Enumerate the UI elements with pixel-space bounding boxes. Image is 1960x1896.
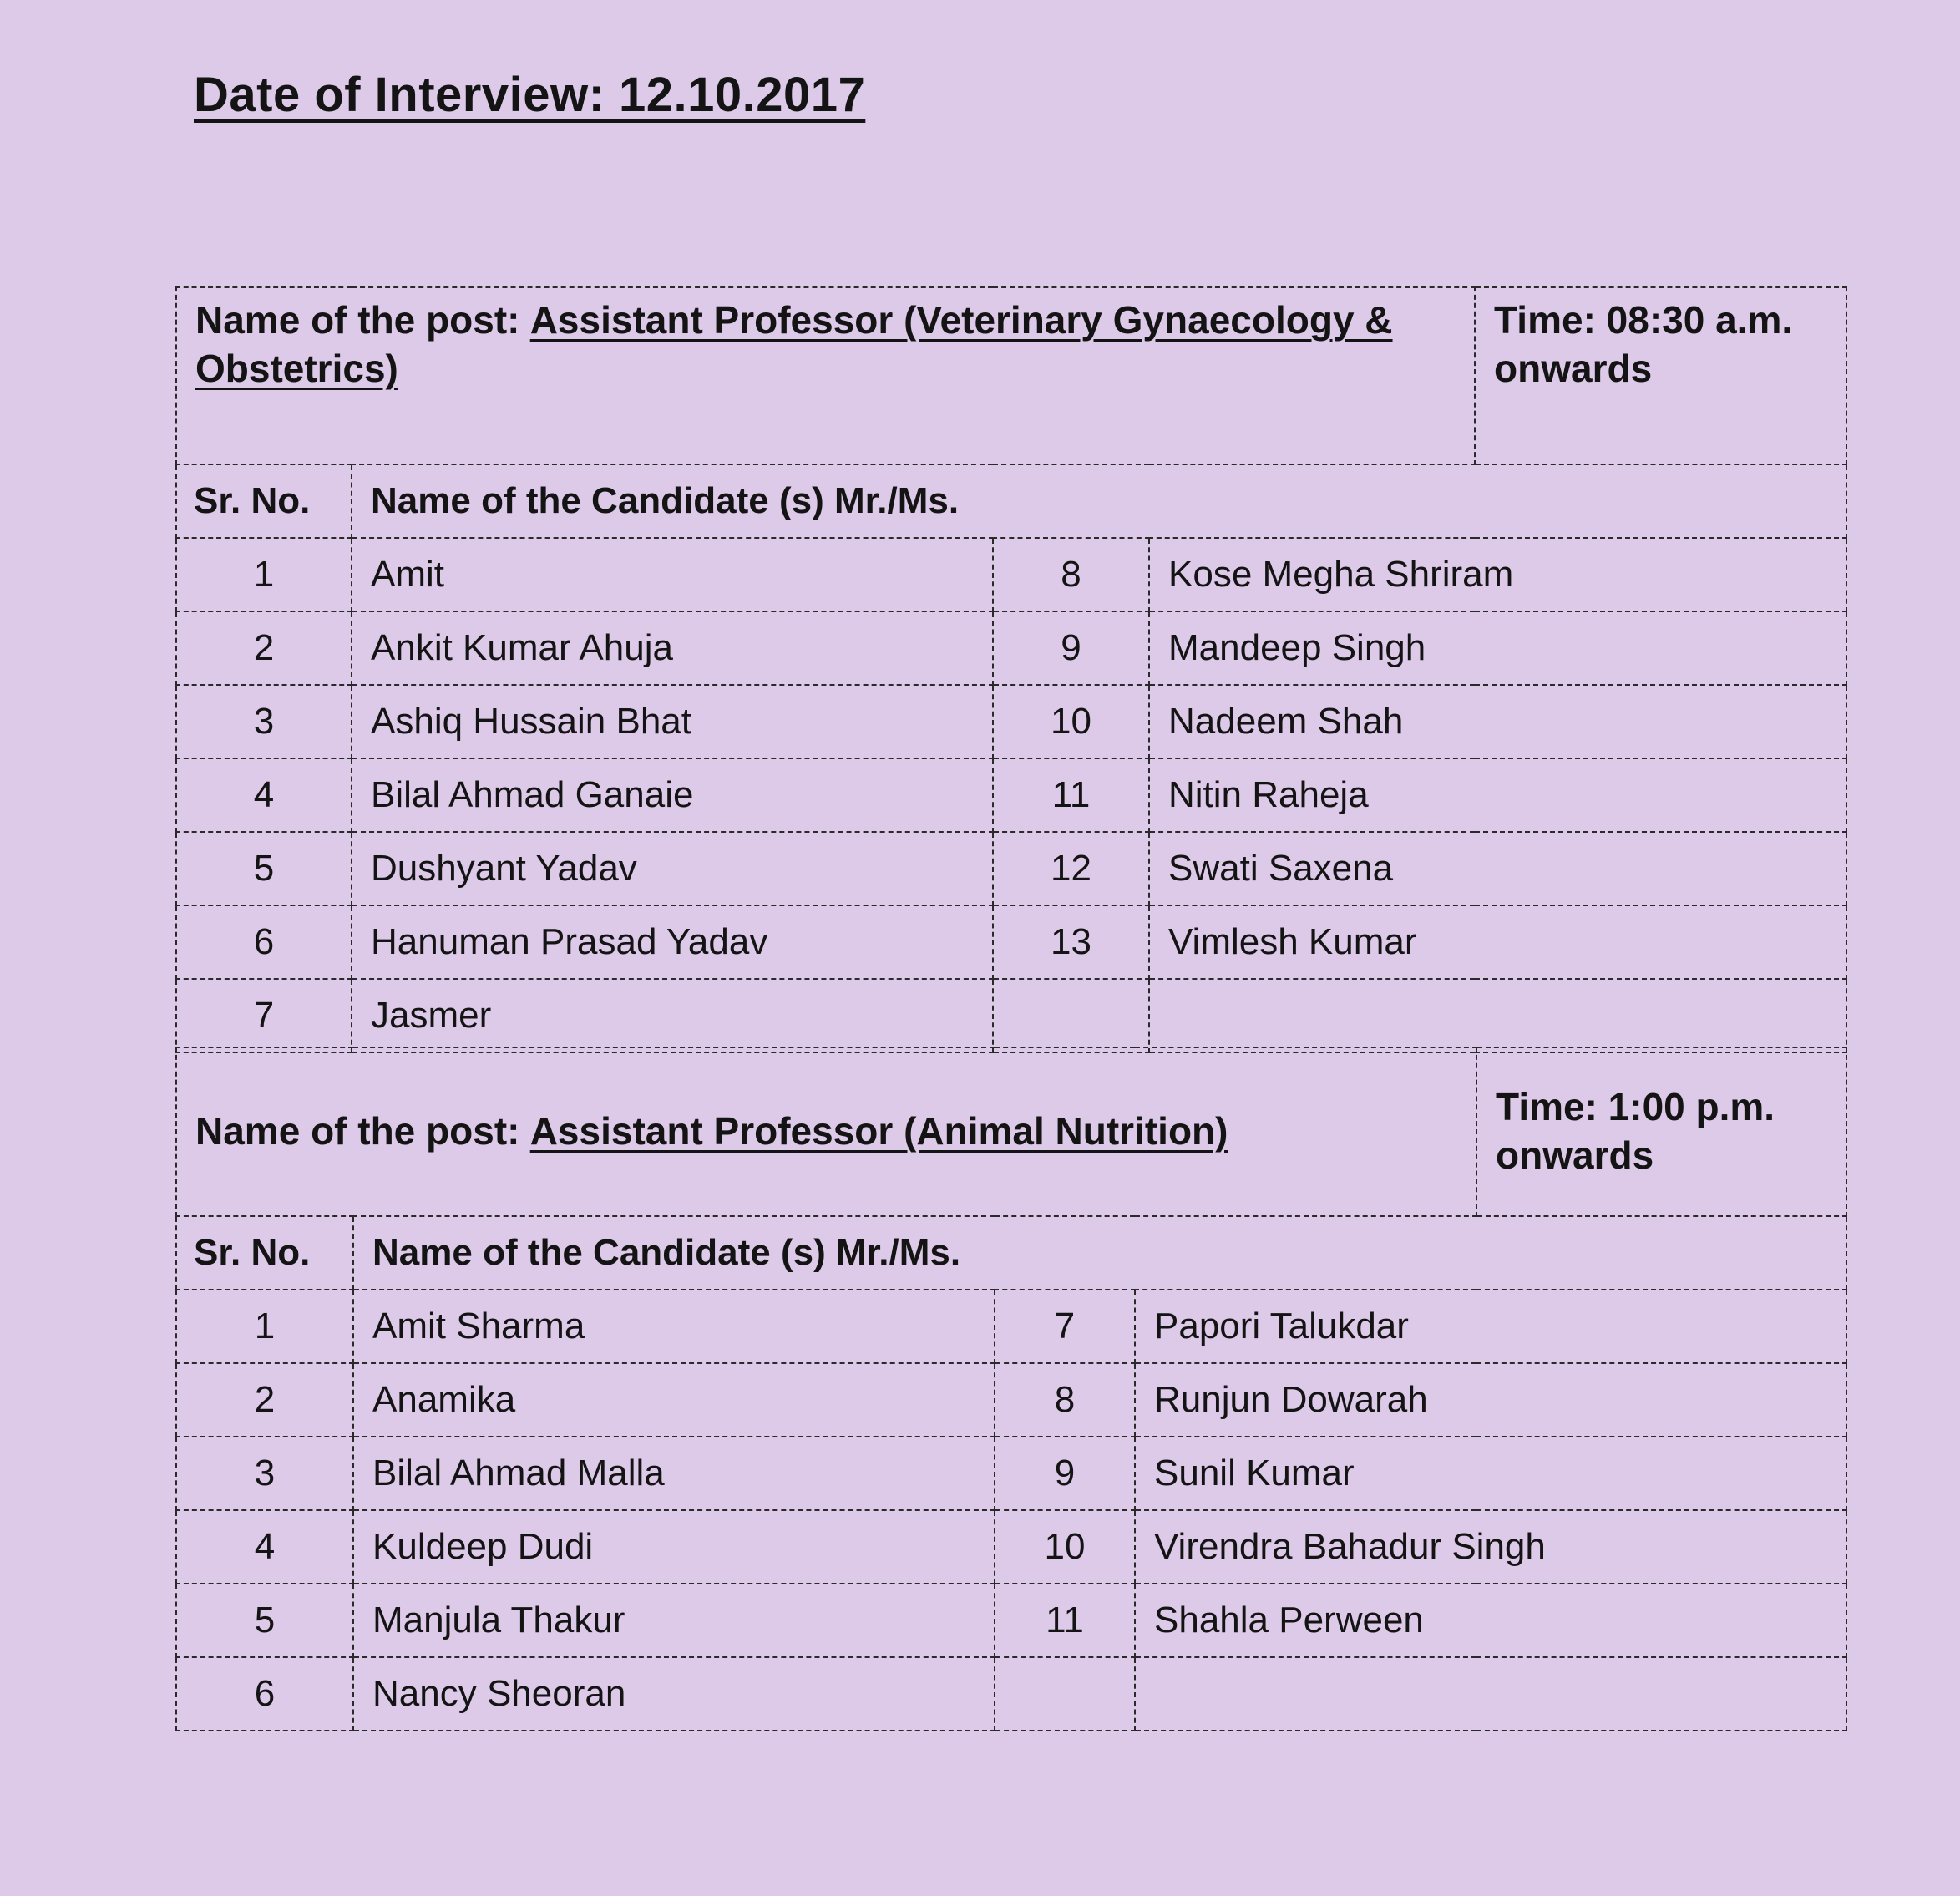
serial-number-right — [993, 979, 1149, 1052]
schedule-table-nutrition — [175, 1047, 1847, 1731]
serial-number-left: 2 — [176, 1363, 353, 1437]
page-title: Date of Interview: 12.10.2017 — [194, 68, 866, 122]
candidate-name-left: Manjula Thakur — [353, 1584, 995, 1657]
candidate-name-right: Nitin Raheja — [1149, 758, 1846, 832]
candidate-name-right: Kose Megha Shriram — [1149, 538, 1846, 611]
candidate-name-left: Bilal Ahmad Malla — [353, 1437, 995, 1510]
candidate-name-right: Sunil Kumar — [1135, 1437, 1846, 1510]
table-row — [176, 1437, 1846, 1510]
table-row — [176, 905, 1846, 979]
post-label: Name of the post: — [195, 1109, 520, 1153]
serial-number-right: 11 — [995, 1584, 1135, 1657]
candidate-name-left: Amit — [352, 538, 993, 611]
header-sr-no: Sr. No. — [176, 464, 352, 538]
serial-number-left: 3 — [176, 685, 352, 758]
candidate-name-left: Dushyant Yadav — [352, 832, 993, 905]
schedule-table-gynaecology — [175, 286, 1847, 1053]
candidate-name-left: Ashiq Hussain Bhat — [352, 685, 993, 758]
candidate-name-left: Jasmer — [352, 979, 993, 1052]
serial-number-right: 8 — [993, 538, 1149, 611]
post-name: Assistant Professor (Animal Nutrition) — [529, 1109, 1228, 1153]
candidate-name-left: Kuldeep Dudi — [353, 1510, 995, 1584]
candidate-name-left: Ankit Kumar Ahuja — [352, 611, 993, 685]
post-label: Name of the post: — [195, 298, 520, 342]
table-row — [176, 1510, 1846, 1584]
candidate-name-right — [1135, 1657, 1846, 1731]
serial-number-left: 5 — [176, 832, 352, 905]
serial-number-left: 5 — [176, 1584, 353, 1657]
serial-number-left: 4 — [176, 1510, 353, 1584]
candidate-name-left: Anamika — [353, 1363, 995, 1437]
table-row — [176, 611, 1846, 685]
serial-number-left: 1 — [176, 1290, 353, 1363]
candidate-name-left: Hanuman Prasad Yadav — [352, 905, 993, 979]
candidate-name-left: Bilal Ahmad Ganaie — [352, 758, 993, 832]
serial-number-left: 3 — [176, 1437, 353, 1510]
table-row — [176, 538, 1846, 611]
table-row — [176, 1657, 1846, 1731]
candidate-name-left: Nancy Sheoran — [353, 1657, 995, 1731]
serial-number-left: 1 — [176, 538, 352, 611]
post-cell — [176, 287, 1475, 464]
candidate-name-right: Mandeep Singh — [1149, 611, 1846, 685]
candidate-name-right: Vimlesh Kumar — [1149, 905, 1846, 979]
table-row — [176, 979, 1846, 1052]
table-row — [176, 832, 1846, 905]
candidate-name-right: Shahla Perween — [1135, 1584, 1846, 1657]
interview-time: Time: 1:00 p.m. onwards — [1496, 1085, 1775, 1177]
time-cell — [1475, 287, 1846, 464]
serial-number-left: 7 — [176, 979, 352, 1052]
candidate-name-right: Virendra Bahadur Singh — [1135, 1510, 1846, 1584]
serial-number-right — [995, 1657, 1135, 1731]
interview-time: Time: 08:30 a.m. onwards — [1494, 298, 1793, 390]
serial-number-right: 8 — [995, 1363, 1135, 1437]
serial-number-right: 10 — [993, 685, 1149, 758]
candidate-name-left: Amit Sharma — [353, 1290, 995, 1363]
header-sr-no: Sr. No. — [176, 1216, 353, 1290]
table-row — [176, 758, 1846, 832]
serial-number-right: 13 — [993, 905, 1149, 979]
serial-number-right: 9 — [993, 611, 1149, 685]
candidate-name-right: Swati Saxena — [1149, 832, 1846, 905]
serial-number-left: 6 — [176, 1657, 353, 1731]
table-row — [176, 1290, 1846, 1363]
serial-number-right: 7 — [995, 1290, 1135, 1363]
serial-number-right: 12 — [993, 832, 1149, 905]
candidate-name-right: Runjun Dowarah — [1135, 1363, 1846, 1437]
post-name: Assistant Professor (Veterinary Gynaecology & Obstetrics) — [195, 298, 1393, 390]
time-cell — [1476, 1047, 1846, 1216]
post-cell — [176, 1047, 1476, 1216]
header-candidate-name: Name of the Candidate (s) Mr./Ms. — [352, 464, 1846, 538]
candidate-name-right: Papori Talukdar — [1135, 1290, 1846, 1363]
table-row — [176, 685, 1846, 758]
header-candidate-name: Name of the Candidate (s) Mr./Ms. — [353, 1216, 1846, 1290]
table-row — [176, 1363, 1846, 1437]
serial-number-right: 9 — [995, 1437, 1135, 1510]
table-row — [176, 1584, 1846, 1657]
serial-number-right: 10 — [995, 1510, 1135, 1584]
serial-number-left: 4 — [176, 758, 352, 832]
candidate-name-right: Nadeem Shah — [1149, 685, 1846, 758]
serial-number-left: 2 — [176, 611, 352, 685]
candidate-name-right — [1149, 979, 1846, 1052]
serial-number-right: 11 — [993, 758, 1149, 832]
serial-number-left: 6 — [176, 905, 352, 979]
